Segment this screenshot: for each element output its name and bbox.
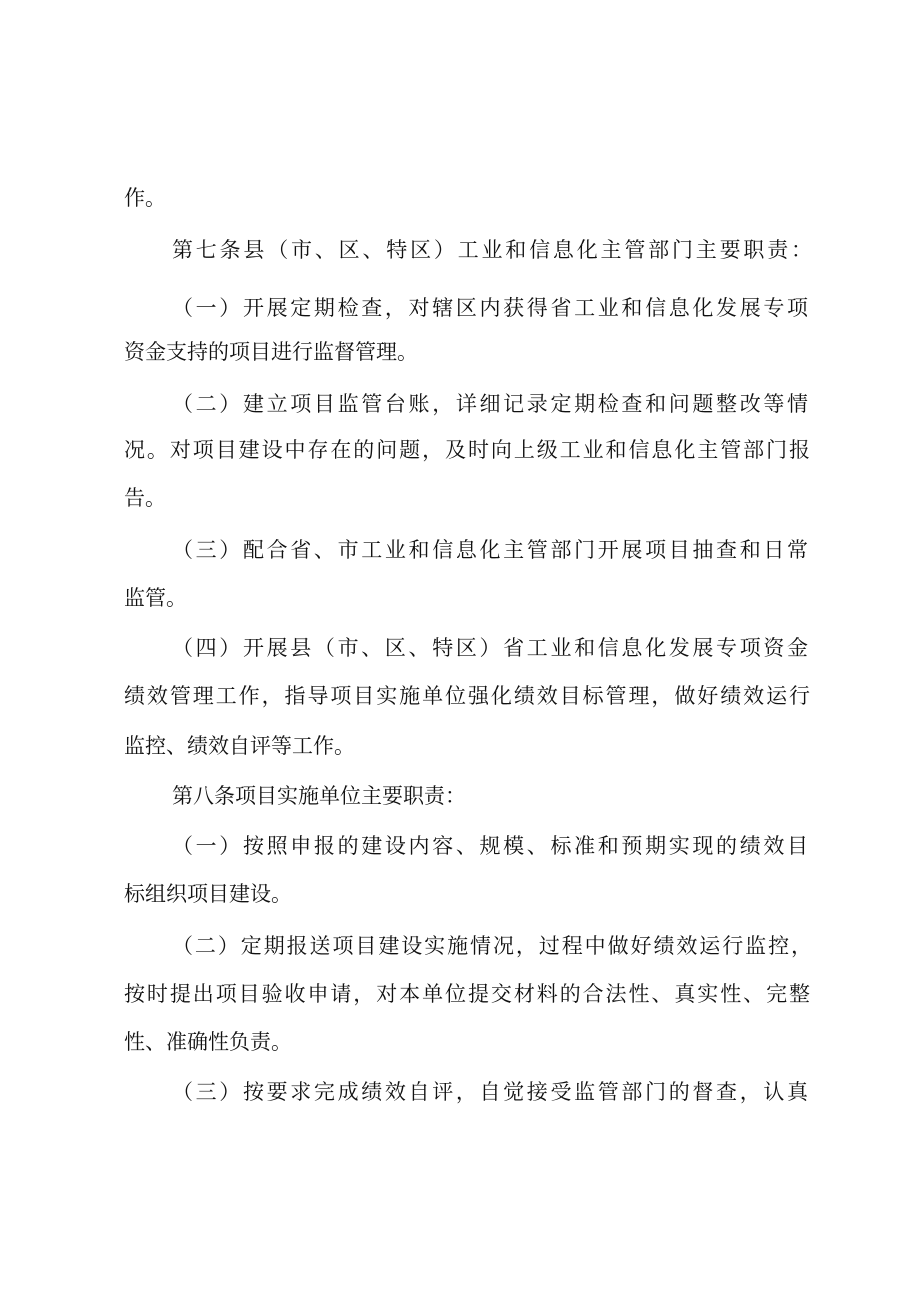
text-line-16: （二）定期报送项目建设实施情况，过程中做好绩效运行监控， [172, 934, 812, 958]
text-line-9: 监管。 [124, 586, 187, 610]
text-line-19: （三）按要求完成绩效自评，自觉接受监管部门的督查，认真 [172, 1080, 808, 1104]
text-line-14: （一）按照申报的建设内容、规模、标准和预期实现的绩效目 [172, 834, 808, 858]
text-line-17: 按时提出项目验收申请，对本单位提交材料的合法性、真实性、完整 [124, 982, 810, 1006]
text-line-7: 告。 [124, 486, 166, 510]
text-line-1: 作。 [124, 186, 166, 210]
article-7-heading: 第七条县（市、区、特区）工业和信息化主管部门主要职责： [172, 238, 812, 262]
text-line-3: （一）开展定期检查，对辖区内获得省工业和信息化发展专项 [172, 296, 808, 320]
text-line-6: 况。对项目建设中存在的问题，及时向上级工业和信息化主管部门报 [124, 438, 810, 462]
article-8-heading: 第八条项目实施单位主要职责： [172, 784, 466, 808]
text-line-10: （四）开展县（市、区、特区）省工业和信息化发展专项资金 [172, 636, 808, 660]
text-line-11: 绩效管理工作，指导项目实施单位强化绩效目标管理，做好绩效运行 [124, 684, 810, 708]
text-line-12: 监控、绩效自评等工作。 [124, 734, 355, 758]
text-line-8: （三）配合省、市工业和信息化主管部门开展项目抽查和日常 [172, 538, 808, 562]
text-line-15: 标组织项目建设。 [124, 882, 292, 906]
text-line-5: （二）建立项目监管台账，详细记录定期检查和问题整改等情 [172, 392, 808, 416]
text-line-4: 资金支持的项目进行监督管理。 [124, 340, 418, 364]
text-line-18: 性、准确性负责。 [124, 1030, 292, 1054]
